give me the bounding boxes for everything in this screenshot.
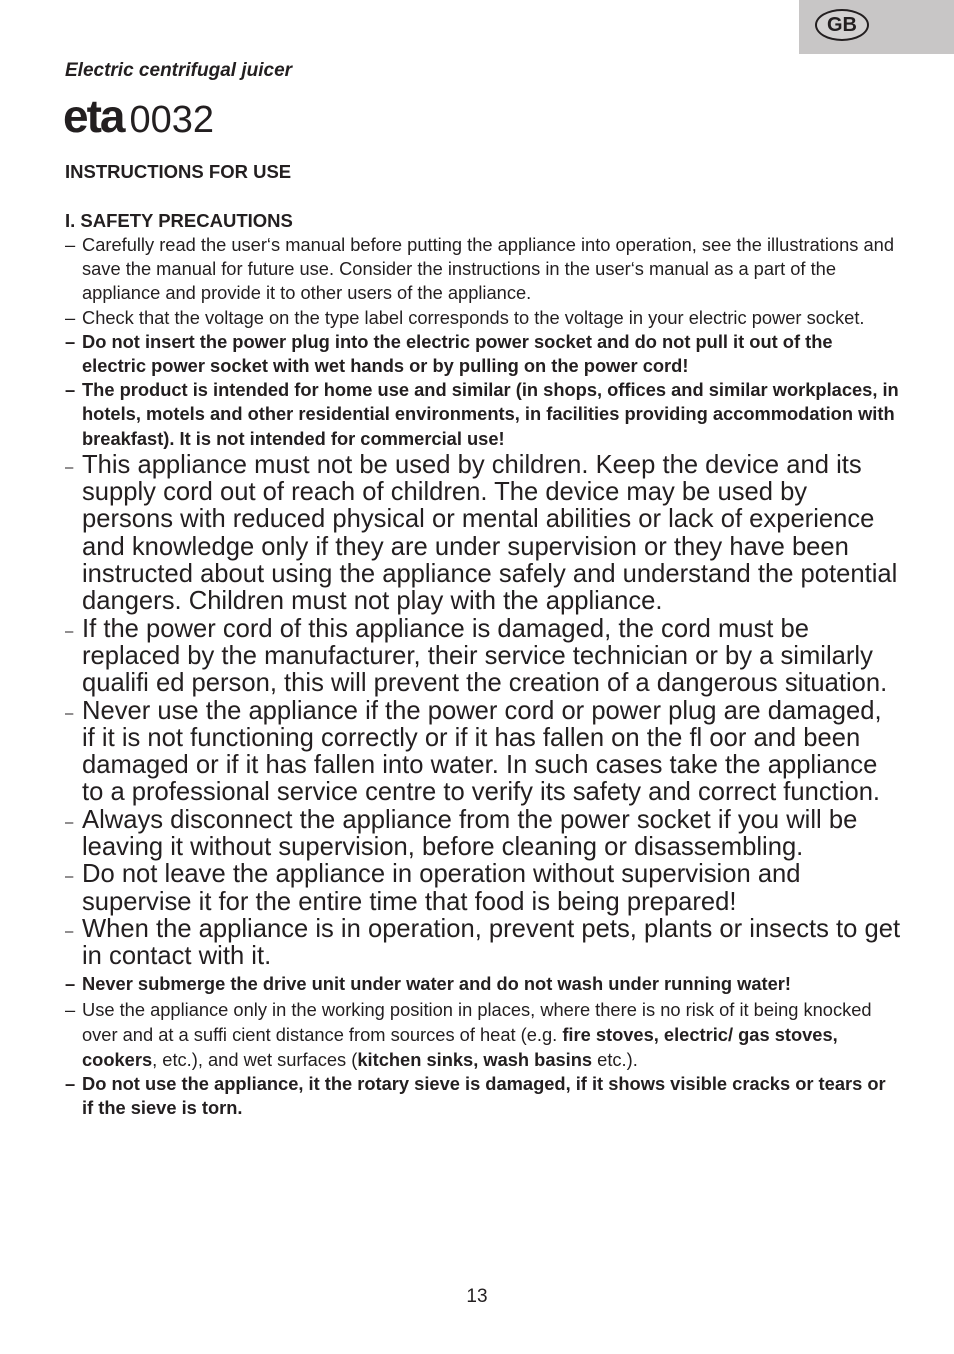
list-item <box>65 861 901 916</box>
page-number: 13 <box>466 1286 488 1307</box>
brand-model <box>63 89 214 143</box>
list-item-text: Do not use the appliance, it the rotary sieve is damaged, if it shows visible cracks or tears or if the sieve is torn. <box>82 1072 886 1118</box>
list-item <box>65 616 901 698</box>
list-dash: – <box>65 234 76 255</box>
list-item <box>65 807 901 862</box>
list-item-text: Check that the voltage on the type label corresponds to the voltage in your electric power socket. <box>82 306 865 328</box>
model-number: 0032 <box>129 99 215 141</box>
list-item-text: Do not insert the power plug into the electric power socket and do not pull it out of the electric power socket with wet hands or by pulling on the power cord! <box>82 330 833 377</box>
list-item <box>65 452 901 616</box>
list-dash: – <box>65 704 74 722</box>
list-item-text: This appliance must not be used by children. Keep the device and its supply cord out of reach of children. The device may be used by persons with reduced physical or mental abilities or lack of experience and knowledge only if they are under supervision or they have been instructed about using the appliance safely and understand the potential dangers. Children must not play with the appliance. <box>82 450 898 616</box>
list-dash: – <box>65 622 74 640</box>
list-item <box>65 972 901 996</box>
list-item <box>65 1072 901 1120</box>
list-dash: – <box>65 868 74 886</box>
list-dash: – <box>65 813 74 831</box>
list-item-text: Never submerge the drive unit under water and do not wash under running water! <box>82 973 792 995</box>
list-item <box>65 378 901 451</box>
product-subtitle: Electric centrifugal juicer <box>65 60 293 81</box>
list-dash: – <box>65 379 76 401</box>
list-item-text: The product is intended for home use and similar (in shops, offices and similar workplaces, in hotels, motels and other residential environments, in facilities providing accommodation with breakfast). It is not intended for commercial use! <box>82 379 899 449</box>
list-dash: – <box>65 1072 76 1094</box>
section-heading: I. SAFETY PRECAUTIONS <box>65 210 293 231</box>
language-tab <box>799 0 954 54</box>
list-item <box>65 698 901 807</box>
list-item <box>65 916 901 971</box>
list-dash: – <box>65 306 76 328</box>
list-item-text: Always disconnect the appliance from the power socket if you will be leaving it without supervision, before cleaning or disassembling. <box>82 805 858 861</box>
brand-logo: eta <box>63 90 124 142</box>
list-item <box>65 306 901 330</box>
list-item-text: Use the appliance only in the working position in places, where there is no risk of it being knocked over and at a suffi cient distance from sources of heat (e.g. fire stoves, electric/ gas stoves, cookers, etc.), and wet surfaces (kitchen sinks, wash basins etc.). <box>82 998 872 1070</box>
list-dash: – <box>65 973 76 995</box>
instructions-heading: INSTRUCTIONS FOR USE <box>65 161 292 182</box>
list-dash: – <box>65 330 76 352</box>
list-item <box>65 330 901 378</box>
list-dash: – <box>65 458 74 476</box>
list-item-text: Do not leave the appliance in operation without supervision and supervise it for the entire time that food is being prepared! <box>82 860 801 916</box>
language-badge: GB <box>815 9 869 41</box>
list-item-text: Never use the appliance if the power cord or power plug are damaged, if it is not functioning correctly or if it has fallen on the fl oor and been damaged or if it has fallen into water. In such cases take the appliance to a professional service centre to verify its safety and correct function. <box>82 696 882 807</box>
list-item-text: Carefully read the user‘s manual before putting the appliance into operation, see the illustrations and save the manual for future use. Consider the instructions in the user‘s manual as a part of the appliance and provide it to other users of the appliance. <box>82 234 894 304</box>
list-dash: – <box>65 998 76 1020</box>
list-item <box>65 233 901 306</box>
list-item <box>65 997 901 1072</box>
list-item-text: If the power cord of this appliance is damaged, the cord must be replaced by the manufacturer, their service technician or by a similarly qualifi ed person, this will prevent the creation of a dangerous situation. <box>82 614 888 698</box>
safety-list <box>65 233 901 1120</box>
list-item-text: When the appliance is in operation, prevent pets, plants or insects to get in contact with it. <box>82 914 901 971</box>
list-dash: – <box>65 922 74 940</box>
